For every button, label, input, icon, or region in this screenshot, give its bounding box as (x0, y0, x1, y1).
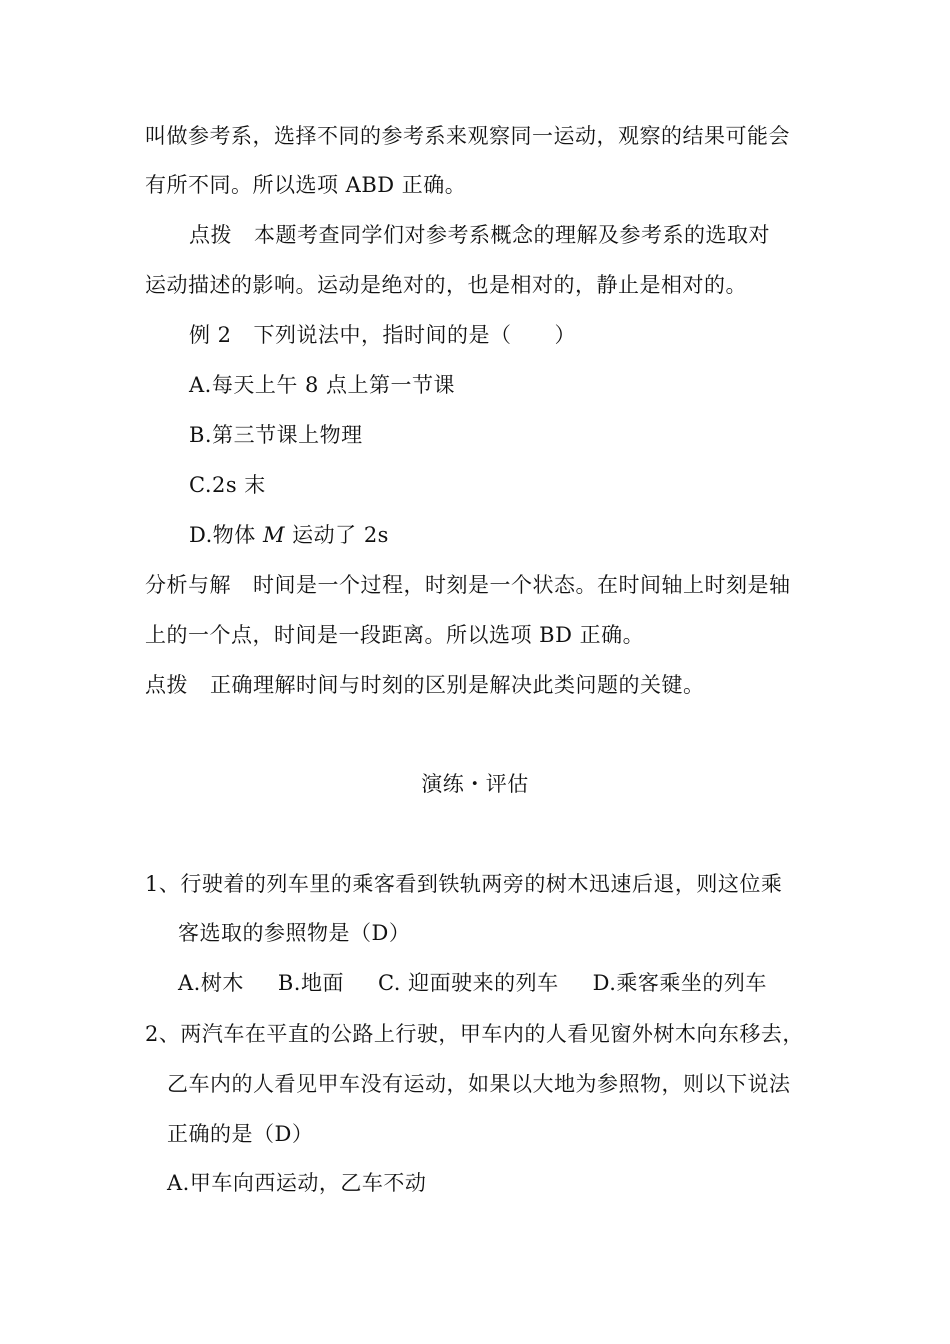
analysis-text: 时间是一个过程，时刻是一个状态。在时间轴上时刻是轴 (253, 573, 791, 597)
question-1-line: 客选取的参照物是（D） (178, 921, 411, 945)
question-2-line: 2、两汽车在平直的公路上行驶，甲车内的人看见窗外树木向东移去， (145, 1022, 804, 1046)
option-b: B.第三节课上物理 (189, 423, 363, 447)
tip-paragraph (145, 672, 705, 698)
tip-text: 正确理解时间与时刻的区别是解决此类问题的关键。 (210, 673, 705, 697)
option-c: C.2s 末 (189, 473, 266, 497)
q2-option-a: A.甲车向西运动，乙车不动 (167, 1171, 427, 1195)
paragraph-line: 叫做参考系，选择不同的参考系来观察同一运动，观察的结果可能会 (145, 124, 790, 148)
section-title: 演练・评估 (421, 772, 529, 796)
example-question: 下列说法中，指时间的是（ ） (253, 323, 577, 347)
example-heading (189, 322, 576, 348)
analysis-label: 分析与解 (145, 573, 231, 597)
q1-option-c: C. 迎面驶来的列车 (377, 971, 559, 995)
analysis-paragraph (145, 572, 791, 598)
tip-paragraph (189, 222, 770, 248)
tip-label: 点拨 (189, 223, 232, 247)
tip-label: 点拨 (145, 673, 188, 697)
option-d (189, 522, 389, 548)
paragraph-line: 运动描述的影响。运动是绝对的，也是相对的，静止是相对的。 (145, 273, 747, 297)
tip-text: 本题考查同学们对参考系概念的理解及参考系的选取对 (254, 223, 770, 247)
question-1-line: 1、行驶着的列车里的乘客看到铁轨两旁的树木迅速后退，则这位乘 (145, 872, 783, 896)
example-label: 例 2 (189, 323, 232, 347)
option-d-suffix: 运动了 2s (284, 523, 389, 547)
variable-m: M (262, 523, 285, 547)
paragraph-line: 有所不同。所以选项 ABD 正确。 (145, 173, 467, 197)
option-a: A.每天上午 8 点上第一节课 (189, 373, 456, 397)
paragraph-line: 上的一个点，时间是一段距离。所以选项 BD 正确。 (145, 623, 645, 647)
question-2-line: 正确的是（D） (167, 1122, 314, 1146)
q1-option-b: B.地面 (277, 971, 344, 995)
question-1-options (178, 970, 767, 996)
q1-option-d: D.乘客乘坐的列车 (592, 971, 767, 995)
q1-option-a: A.树木 (178, 971, 244, 995)
option-d-prefix: D.物体 (189, 523, 263, 547)
question-2-line: 乙车内的人看见甲车没有运动，如果以大地为参照物，则以下说法 (167, 1072, 791, 1096)
